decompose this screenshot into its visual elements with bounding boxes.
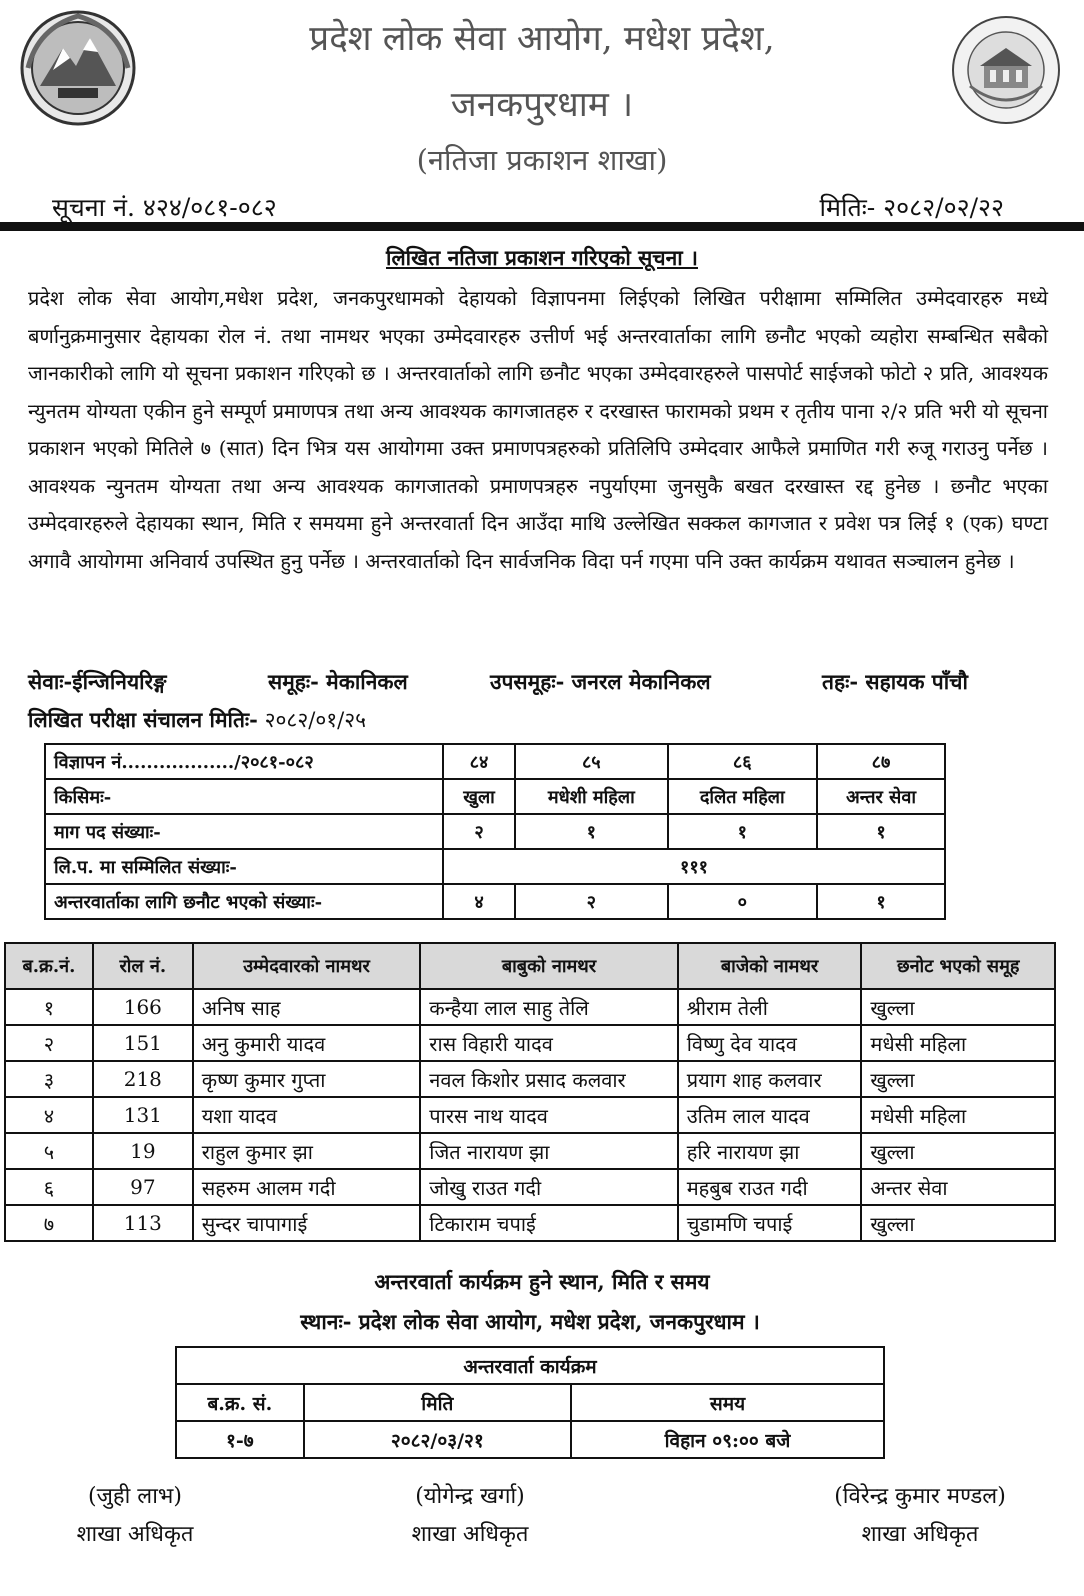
column-header: छनोट भएको समूह <box>861 943 1055 989</box>
advertisement-table <box>44 743 946 920</box>
table-cell: मधेसी महिला <box>861 1097 1055 1133</box>
table-cell: ८५ <box>515 744 667 779</box>
table-cell: २ <box>443 814 515 849</box>
table-cell: अनु कुमारी यादव <box>193 1025 421 1061</box>
table-cell: 151 <box>93 1025 193 1061</box>
signature-block <box>800 1478 1040 1554</box>
table-cell: खुल्ला <box>861 1061 1055 1097</box>
group-label: समूहः- मेकानिकल <box>268 669 408 694</box>
notice-date: मितिः- २०८२/०२/२२ <box>819 193 1004 222</box>
table-cell: ४ <box>443 884 515 919</box>
table-cell: किसिमः- <box>45 779 443 814</box>
table-cell: टिकाराम चपाई <box>420 1205 677 1241</box>
table-cell: ५ <box>5 1133 93 1169</box>
table-cell: ६ <box>5 1169 93 1205</box>
office-name-line2: जनकपुरधाम । <box>450 85 634 125</box>
table-cell: राहुल कुमार झा <box>193 1133 421 1169</box>
table-cell: मधेशी महिला <box>515 779 667 814</box>
signatory-name: (विरेन्द्र कुमार मण्डल) <box>834 1484 1006 1509</box>
table-cell: ८६ <box>668 744 817 779</box>
table-cell: उतिम लाल यादव <box>678 1097 862 1133</box>
table-cell: प्रयाग शाह कलवार <box>678 1061 862 1097</box>
table-row <box>176 1347 884 1384</box>
interview-schedule-table <box>175 1346 885 1459</box>
schedule-title: अन्तरवार्ता कार्यक्रम <box>176 1347 884 1384</box>
table-row <box>45 884 945 919</box>
table-cell: 218 <box>93 1061 193 1097</box>
table-row <box>45 849 945 884</box>
table-cell: अन्तर सेवा <box>861 1169 1055 1205</box>
signatory-name: (योगेन्द्र खर्गा) <box>415 1484 525 1509</box>
table-header-row <box>176 1384 884 1421</box>
table-row <box>45 779 945 814</box>
table-cell: २ <box>5 1025 93 1061</box>
table-cell: श्रीराम तेली <box>678 989 862 1025</box>
table-cell: नवल किशोर प्रसाद कलवार <box>420 1061 677 1097</box>
table-cell: रास विहारी यादव <box>420 1025 677 1061</box>
table-row <box>45 744 945 779</box>
column-header: रोल नं. <box>93 943 193 989</box>
table-cell: विज्ञापन नं................../२०८१-०८२ <box>45 744 443 779</box>
table-cell: १११ <box>443 849 945 884</box>
table-cell: सुन्दर चापागाई <box>193 1205 421 1241</box>
table-row <box>5 989 1055 1025</box>
interview-title: अन्तरवार्ता कार्यक्रम हुने स्थान, मिति र समय <box>374 1269 710 1294</box>
table-cell: चुडामणि चपाई <box>678 1205 862 1241</box>
notice-subject: लिखित नतिजा प्रकाशन गरिएको सूचना । <box>386 245 698 270</box>
table-row <box>5 1097 1055 1133</box>
table-cell: खुल्ला <box>861 989 1055 1025</box>
table-cell: 131 <box>93 1097 193 1133</box>
branch-name: (नतिजा प्रकाशन शाखा) <box>416 143 668 177</box>
table-cell: ३ <box>5 1061 93 1097</box>
column-header: बाजेको नामथर <box>678 943 862 989</box>
table-cell: १ <box>817 814 945 849</box>
table-cell: खुल्ला <box>861 1205 1055 1241</box>
signatory-title: शाखा अधिकृत <box>861 1522 979 1547</box>
interview-place: स्थानः- प्रदेश लोक सेवा आयोग, मधेश प्रदेश, जनकपुरधाम । <box>300 1309 760 1334</box>
column-header: समय <box>571 1384 884 1421</box>
signatory-name: (जुही लाभ) <box>88 1484 182 1509</box>
column-header: उम्मेदवारको नामथर <box>193 943 421 989</box>
table-cell: ८७ <box>817 744 945 779</box>
table-cell: माग पद संख्याः- <box>45 814 443 849</box>
header-divider <box>0 222 1084 231</box>
column-header: ब.क्र. सं. <box>176 1384 304 1421</box>
table-cell: कृष्ण कुमार गुप्ता <box>193 1061 421 1097</box>
table-row <box>45 814 945 849</box>
exam-date-value: २०८२/०१/२५ <box>257 708 367 732</box>
table-cell: 19 <box>93 1133 193 1169</box>
table-cell: पारस नाथ यादव <box>420 1097 677 1133</box>
table-row <box>5 1169 1055 1205</box>
table-cell: १ <box>5 989 93 1025</box>
table-cell: खुला <box>443 779 515 814</box>
table-cell: अनिष साह <box>193 989 421 1025</box>
table-cell: कन्हैया लाल साहु तेलि <box>420 989 677 1025</box>
table-cell: मधेसी महिला <box>861 1025 1055 1061</box>
table-row <box>5 1133 1055 1169</box>
table-cell: खुल्ला <box>861 1133 1055 1169</box>
exam-date-line <box>28 706 366 734</box>
table-cell: ७ <box>5 1205 93 1241</box>
table-cell: १ <box>817 884 945 919</box>
table-cell: विहान ०९:०० बजे <box>571 1421 884 1458</box>
table-cell: 113 <box>93 1205 193 1241</box>
table-cell: १ <box>668 814 817 849</box>
column-header: मिति <box>304 1384 571 1421</box>
table-cell: अन्तर सेवा <box>817 779 945 814</box>
notice-body: प्रदेश लोक सेवा आयोग,मधेश प्रदेश, जनकपुरधामको देहायको विज्ञापनमा लिईएको लिखित परीक्षामा सम्मिलित उम्मेदवारहरु मध्ये बर्णानुक्रमानुसार देहायका रोल नं. तथा नामथर भएका उम्मेदवारहरु उत्तीर्ण भई अन्तरवार्ताका लागि छनौट भएको व्यहोरा सम्बन्धित सबैको जानकारीको लागि यो सूचना प्रकाशन गरिएको छ । अन्तरवार्ताको लागि छनौट भएका उम्मेदवारहरुले पासपोर्ट साईजको फोटो २ प्रति, आवश्यक न्युनतम योग्यता एकीन हुने सम्पूर्ण प्रमाणपत्र तथा अन्य आवश्यक कागजातहरु र दरखास्त फारामको प्रथम र तृतीय पाना २/२ प्रति भरी यो सूचना प्रकाशन भएको मितिले ७ (सात) दिन भित्र यस आयोगमा उक्त प्रमाणपत्रहरुको प्रतिलिपि उम्मेदवार आफैले प्रमाणित गरी रुजू गराउनु पर्नेछ । आवश्यक न्युनतम योग्यता तथा अन्य आवश्यक कागजातको प्रमाणपत्रहरु नपुर्याएमा जुनसुकै बखत दरखास्त रद्द हुनेछ । छनौट भएका उम्मेदवारहरुले देहायका स्थान, मिति र समयमा हुने अन्तरवार्ता दिन आउँदा माथि उल्लेखित सक्कल कागजात र प्रवेश पत्र लिई १ (एक) घण्टा अगावै आयोगमा अनिवार्य उपस्थित हुनु पर्नेछ । अन्तरवार्ताको दिन सार्वजनिक विदा पर्न गएमा पनि उक्त कार्यक्रम यथावत सञ्चालन हुनेछ । <box>28 286 1048 573</box>
table-cell: विष्णु देव यादव <box>678 1025 862 1061</box>
table-row <box>5 1061 1055 1097</box>
table-cell: दलित महिला <box>668 779 817 814</box>
subgroup-label: उपसमूहः- जनरल मेकानिकल <box>490 669 711 694</box>
table-cell: सहरुम आलम गदी <box>193 1169 421 1205</box>
signatory-title: शाखा अधिकृत <box>411 1522 529 1547</box>
table-cell: ८४ <box>443 744 515 779</box>
office-name-line1: प्रदेश लोक सेवा आयोग, मधेश प्रदेश, <box>309 19 775 59</box>
table-cell: लि.प. मा सम्मिलित संख्याः- <box>45 849 443 884</box>
table-row <box>176 1421 884 1458</box>
signature-block <box>55 1478 215 1554</box>
table-cell: १ <box>515 814 667 849</box>
results-table <box>4 942 1056 1242</box>
table-cell: 166 <box>93 989 193 1025</box>
table-cell: यशा यादव <box>193 1097 421 1133</box>
signature-block <box>370 1478 570 1554</box>
column-header: बाबुको नामथर <box>420 943 677 989</box>
table-cell: अन्तरवार्ताका लागि छनौट भएको संख्याः- <box>45 884 443 919</box>
table-row <box>5 1025 1055 1061</box>
table-cell: जित नारायण झा <box>420 1133 677 1169</box>
signatory-title: शाखा अधिकृत <box>76 1522 194 1547</box>
table-header-row <box>5 943 1055 989</box>
column-header: ब.क्र.नं. <box>5 943 93 989</box>
table-cell: २ <box>515 884 667 919</box>
service-label: सेवाः-ईन्जिनियरिङ्ग <box>28 669 167 694</box>
table-row <box>5 1205 1055 1241</box>
table-cell: महबुब राउत गदी <box>678 1169 862 1205</box>
exam-date-label: लिखित परीक्षा संचालन मितिः- <box>28 707 258 732</box>
level-label: तहः- सहायक पाँचौ <box>822 669 968 694</box>
table-cell: जोखु राउत गदी <box>420 1169 677 1205</box>
table-cell: हरि नारायण झा <box>678 1133 862 1169</box>
table-cell: ० <box>668 884 817 919</box>
table-cell: २०८२/०३/२१ <box>304 1421 571 1458</box>
table-cell: ४ <box>5 1097 93 1133</box>
notice-number: सूचना नं. ४२४/०८१-०८२ <box>52 193 277 222</box>
table-cell: 97 <box>93 1169 193 1205</box>
table-cell: १-७ <box>176 1421 304 1458</box>
